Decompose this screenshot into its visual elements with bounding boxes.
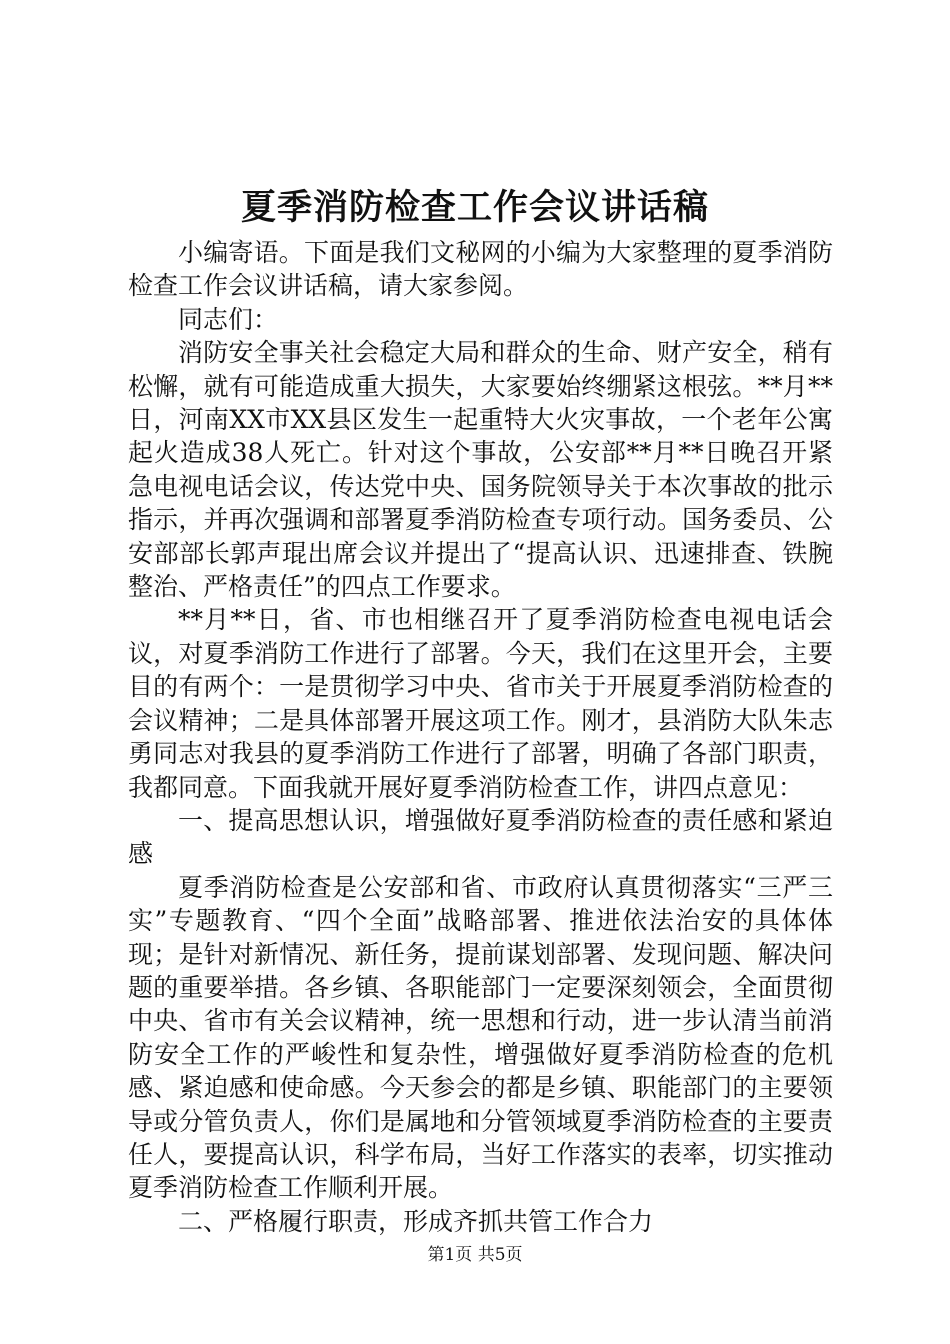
body-paragraph: 夏季消防检查是公安部和省、市政府认真贯彻落实“三严三实”专题教育、“四个全面”战略部署、推进依法治安的具体体现；是针对新情况、新任务，提前谋划部署、发现问题、解决问题的重要举措。各乡镇、各职能部门一定要深刻领会，全面贯彻中央、省市有关会议精神，统一思想和行动，进一步认清当前消防安全工作的严峻性和复杂性，增强做好夏季消防检查的危机感、紧迫感和使命感。今天参会的都是乡镇、职能部门的主要领导或分管负责人，你们是属地和分管领域夏季消防检查的主要责任人，要提高认识，科学布局，当好工作落实的表率，切实推动夏季消防检查工作顺利开展。 (128, 872, 833, 1203)
document-title: 夏季消防检查工作会议讲话稿 (240, 187, 709, 228)
section-heading-2: 二、严格履行职责，形成齐抓共管工作合力 (178, 1206, 654, 1236)
section-heading-1: 一、提高思想认识，增强做好夏季消防检查的责任感和紧迫感 (128, 805, 833, 869)
page-footer: 第1页 共5页 (427, 1245, 523, 1265)
body-paragraph: **月**日，省、市也相继召开了夏季消防检查电视电话会议，对夏季消防工作进行了部署。今天，我们在这里开会，主要目的有两个：一是贯彻学习中央、省市关于开展夏季消防检查的会议精神；二是具体部署开展这项工作。刚才，县消防大队朱志勇同志对我县的夏季消防工作进行了部署，明确了各部门职责，我都同意。下面我就开展好夏季消防检查工作，讲四点意见： (128, 605, 833, 802)
salutation: 同志们： (178, 304, 279, 334)
document-body (128, 236, 833, 1238)
body-paragraph: 消防安全事关社会稳定大局和群众的生命、财产安全，稍有松懈，就有可能造成重大损失，大家要始终绷紧这根弦。**月**日，河南XX市XX县区发生一起重特大火灾事故，一个老年公寓起火造成38人死亡。针对这个事故，公安部**月**日晚召开紧急电视电话会议，传达党中央、国务院领导关于本次事故的批示指示，并再次强调和部署夏季消防检查专项行动。国务委员、公安部部长郭声琨出席会议并提出了“提高认识、迅速排查、铁腕整治、严格责任”的四点工作要求。 (128, 338, 833, 602)
intro-paragraph: 小编寄语。下面是我们文秘网的小编为大家整理的夏季消防检查工作会议讲话稿，请大家参阅。 (128, 238, 833, 301)
